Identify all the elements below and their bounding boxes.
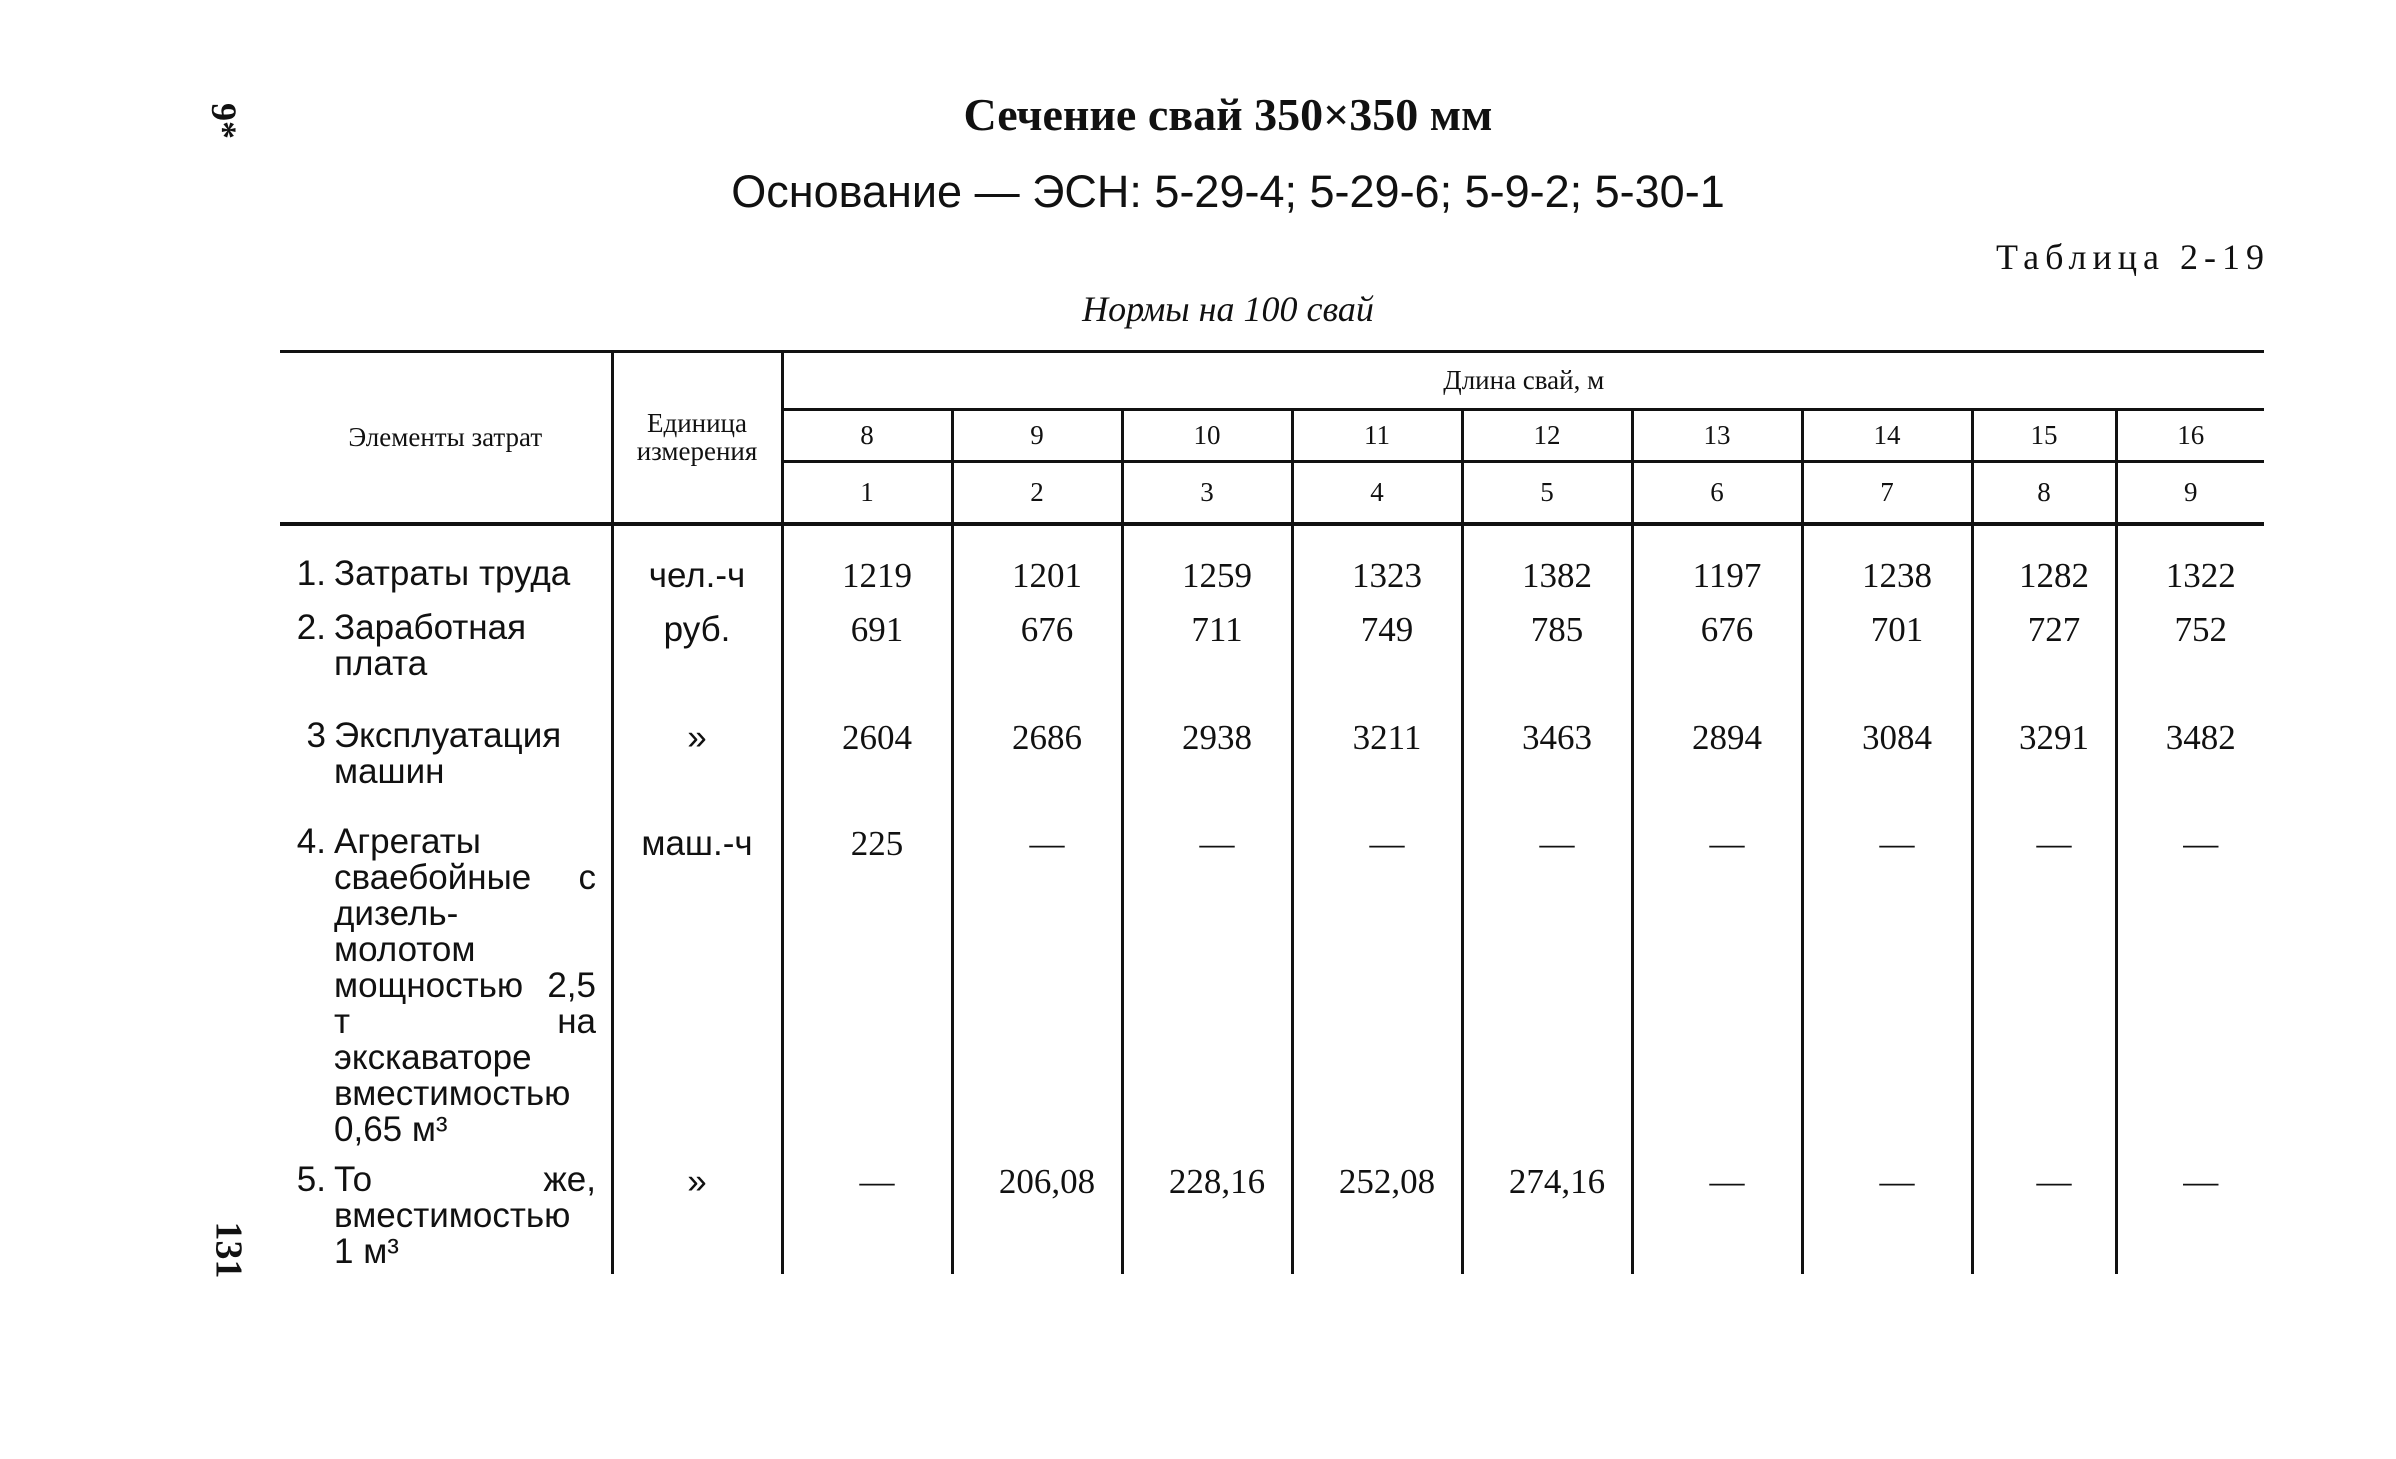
table-row (280, 704, 2264, 810)
cell-value: 785 (1462, 596, 1632, 704)
header-lengths: Длина свай, м (782, 352, 2264, 410)
row-unit: чел.-ч (612, 524, 782, 596)
cell-value: — (1632, 810, 1802, 1148)
header-colnum-7: 7 (1802, 462, 1972, 524)
cell-value: — (1972, 810, 2116, 1148)
table-row (280, 596, 2264, 704)
row-number: 4. (296, 821, 326, 861)
cell-value: 252,08 (1292, 1148, 1462, 1274)
row-element (280, 596, 612, 704)
row-element (280, 810, 612, 1148)
header-colnum-4: 4 (1292, 462, 1462, 524)
cell-value: 3291 (1972, 704, 2116, 810)
cell-value: 1259 (1122, 524, 1292, 596)
header-colnum-5: 5 (1462, 462, 1632, 524)
cell-value: 1323 (1292, 524, 1462, 596)
header-colnum-1: 1 (782, 462, 952, 524)
cell-value: 206,08 (952, 1148, 1122, 1274)
cell-value: — (1802, 810, 1972, 1148)
cell-value: 676 (1632, 596, 1802, 704)
row-unit: » (612, 1148, 782, 1274)
norms-table (280, 350, 2264, 1274)
table-row (280, 524, 2264, 596)
header-colnum-3: 3 (1122, 462, 1292, 524)
header-colnum-6: 6 (1632, 462, 1802, 524)
cell-value: 3211 (1292, 704, 1462, 810)
row-number: 3 (306, 715, 326, 755)
cell-value: 701 (1802, 596, 1972, 704)
row-element (280, 1148, 612, 1274)
header-unit: Единица измерения (612, 352, 782, 524)
side-mark: 9* (204, 103, 244, 139)
cell-value: 1219 (782, 524, 952, 596)
cell-value: 274,16 (1462, 1148, 1632, 1274)
cell-value: 1382 (1462, 524, 1632, 596)
cell-value: 3482 (2116, 704, 2264, 810)
cell-value: — (1292, 810, 1462, 1148)
row-unit: » (612, 704, 782, 810)
cell-value: 711 (1122, 596, 1292, 704)
row-unit: маш.-ч (612, 810, 782, 1148)
page-number: 131 (207, 1221, 250, 1279)
header-length-6: 13 (1632, 410, 1802, 462)
header-colnum-2: 2 (952, 462, 1122, 524)
cell-value: — (782, 1148, 952, 1274)
header-length-1: 8 (782, 410, 952, 462)
row-name: То же, вместимостью 1 м³ (334, 1159, 596, 1271)
basis-line: Основание — ЭСН: 5-29-4; 5-29-6; 5-9-2; 5-30-1 (731, 166, 1725, 217)
header-length-7: 14 (1802, 410, 1972, 462)
cell-value: 1201 (952, 524, 1122, 596)
row-element (280, 524, 612, 596)
cell-value: 752 (2116, 596, 2264, 704)
cell-value: — (1632, 1148, 1802, 1274)
row-element (280, 704, 612, 810)
header-length-2: 9 (952, 410, 1122, 462)
cell-value: 691 (782, 596, 952, 704)
cell-value: — (1122, 810, 1292, 1148)
cell-value: 2604 (782, 704, 952, 810)
table-label: Таблица 2-19 (1996, 237, 2270, 277)
row-number: 5. (296, 1159, 326, 1199)
cell-value: 1238 (1802, 524, 1972, 596)
cell-value: — (2116, 810, 2264, 1148)
table-row (280, 1148, 2264, 1274)
header-length-8: 15 (1972, 410, 2116, 462)
row-number: 2. (296, 607, 326, 647)
cell-value: — (952, 810, 1122, 1148)
cell-value: 2894 (1632, 704, 1802, 810)
cell-value: 228,16 (1122, 1148, 1292, 1274)
cell-value: 727 (1972, 596, 2116, 704)
cell-value: 2938 (1122, 704, 1292, 810)
row-unit: руб. (612, 596, 782, 704)
cell-value: — (1462, 810, 1632, 1148)
header-elements: Элементы затрат (280, 352, 612, 524)
header-length-5: 12 (1462, 410, 1632, 462)
header-colnum-8: 8 (1972, 462, 2116, 524)
row-name: Агрегаты сваебойные с дизель-молотом мощностью 2,5 т на экскаваторе вместимостью 0,65 м³ (334, 821, 596, 1149)
cell-value: — (1802, 1148, 1972, 1274)
row-name: Эксплуатация машин (334, 715, 562, 791)
page-title: Сечение свай 350×350 мм (963, 89, 1493, 140)
cell-value: 1322 (2116, 524, 2264, 596)
cell-value: 3463 (1462, 704, 1632, 810)
header-length-9: 16 (2116, 410, 2264, 462)
header-colnum-9: 9 (2116, 462, 2264, 524)
cell-value: 676 (952, 596, 1122, 704)
cell-value: 749 (1292, 596, 1462, 704)
cell-value: — (1972, 1148, 2116, 1274)
cell-value: — (2116, 1148, 2264, 1274)
cell-value: 1197 (1632, 524, 1802, 596)
row-name: Заработная плата (334, 607, 527, 683)
norms-caption: Нормы на 100 свай (1082, 289, 1374, 329)
row-name: Затраты труда (334, 553, 571, 593)
cell-value: 225 (782, 810, 952, 1148)
cell-value: 1282 (1972, 524, 2116, 596)
header-length-3: 10 (1122, 410, 1292, 462)
header-length-4: 11 (1292, 410, 1462, 462)
table-row (280, 810, 2264, 1148)
cell-value: 3084 (1802, 704, 1972, 810)
cell-value: 2686 (952, 704, 1122, 810)
row-number: 1. (296, 553, 326, 593)
